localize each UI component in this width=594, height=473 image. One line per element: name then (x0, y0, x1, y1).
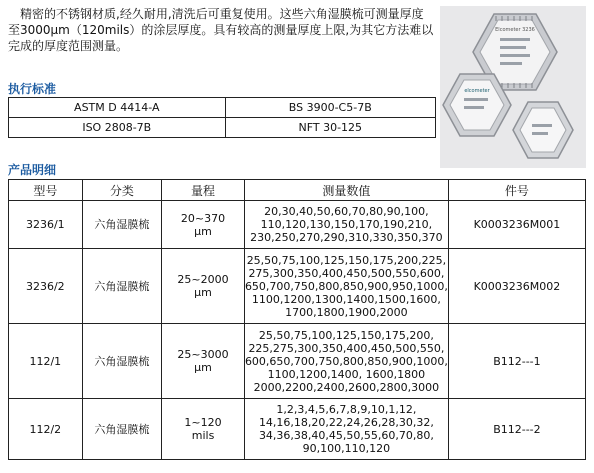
values-cell (244, 324, 448, 399)
model-cell: 3236/2 (9, 249, 83, 324)
range-value: 1~120 (184, 416, 222, 429)
standard-cell: ASTM D 4414-A (9, 98, 226, 118)
part-number-cell: K0003236M001 (448, 201, 585, 249)
part-number-cell: K0003236M002 (448, 249, 585, 324)
values-line: 1100,1200,1300,1400,1500,1600, (251, 292, 441, 306)
comb-label-bottom: elcometer (464, 88, 490, 94)
values-line: 650,700,750,800,850,900,950,1000, (244, 279, 448, 293)
range-cell (162, 399, 245, 460)
comb-label-top: Elcometer 3236 (495, 27, 535, 33)
table-row (9, 118, 436, 138)
column-header: 件号 (448, 180, 585, 201)
standard-cell: BS 3900-C5-7B (225, 98, 435, 118)
values-line: 600,650,700,750,800,850,900,1000, (244, 354, 448, 368)
model-cell: 3236/1 (9, 201, 83, 249)
values-line: 25,50,75,100,125,150,175,200, (258, 328, 434, 342)
values-line: 230,250,270,290,310,330,350,370 (250, 231, 443, 244)
standards-table (8, 97, 436, 138)
values-line: 90,100,110,120 (302, 442, 391, 455)
products-table (8, 179, 586, 460)
values-line: 1,2,3,4,5,6,7,8,9,10,1,12, (276, 403, 417, 416)
intro-line: 完成的厚度范围测量。 (8, 39, 129, 53)
range-unit: μm (194, 224, 212, 238)
values-line: 14,16,18,20,22,24,26,28,30,32, (258, 416, 434, 429)
values-cell (244, 201, 448, 249)
values-line: 225,275,300,350,400,450,500,550, (248, 341, 445, 355)
products-heading: 产品明细 (8, 163, 57, 177)
standard-cell: ISO 2808-7B (9, 118, 226, 138)
range-unit: mils (191, 429, 215, 442)
values-line: 275,300,350,400,450,500,550,600, (248, 266, 445, 280)
values-line: 1100,1200,1400, 1600,1800 (267, 367, 426, 381)
category-cell: 六角湿膜梳 (82, 249, 161, 324)
model-cell: 112/2 (9, 399, 83, 460)
part-number-cell: B112---2 (448, 399, 585, 460)
range-cell (162, 249, 245, 324)
values-line: 25,50,75,100,125,150,175,200,225, (246, 253, 447, 267)
column-header: 测量数值 (244, 180, 448, 201)
column-header: 量程 (162, 180, 245, 201)
range-unit: μm (194, 286, 212, 299)
category-cell: 六角湿膜梳 (82, 324, 161, 399)
standard-cell: NFT 30-125 (225, 118, 435, 138)
intro-line: 精密的不锈钢材质,经久耐用,清洗后可重复使用。这些六角湿膜梳可测量厚度 (8, 7, 424, 21)
values-cell (244, 249, 448, 324)
values-line: 20,30,40,50,60,70,80,90,100, (264, 205, 429, 218)
wet-film-comb-photo (440, 6, 586, 168)
range-value: 25~3000 (177, 348, 229, 361)
standards-heading: 执行标准 (8, 82, 57, 96)
column-header: 分类 (82, 180, 161, 201)
table-row (9, 98, 436, 118)
table-row (9, 249, 586, 324)
part-number-cell: B112---1 (448, 324, 585, 399)
values-line: 1700,1800,1900,2000 (285, 305, 408, 319)
table-header-row (9, 180, 586, 201)
range-value: 20~370 (180, 211, 226, 225)
values-line: 34,36,38,40,45,50,55,60,70,80, (258, 429, 434, 442)
intro-paragraph (8, 6, 436, 54)
table-row (9, 201, 586, 249)
table-row (9, 324, 586, 399)
column-header: 型号 (9, 180, 83, 201)
values-line: 110,120,130,150,170,190,210, (260, 218, 433, 231)
category-cell: 六角湿膜梳 (82, 399, 161, 460)
range-cell (162, 201, 245, 249)
category-cell: 六角湿膜梳 (82, 201, 161, 249)
intro-line: 至3000μm（120mils）的涂层厚度。具有较高的测量厚度上限,为其它方法难以 (8, 23, 434, 37)
table-row (9, 399, 586, 460)
range-unit: μm (194, 361, 212, 374)
model-cell: 112/1 (9, 324, 83, 399)
values-cell (244, 399, 448, 460)
range-value: 25~2000 (177, 273, 229, 286)
values-line: 2000,2200,2400,2600,2800,3000 (253, 380, 440, 394)
range-cell (162, 324, 245, 399)
